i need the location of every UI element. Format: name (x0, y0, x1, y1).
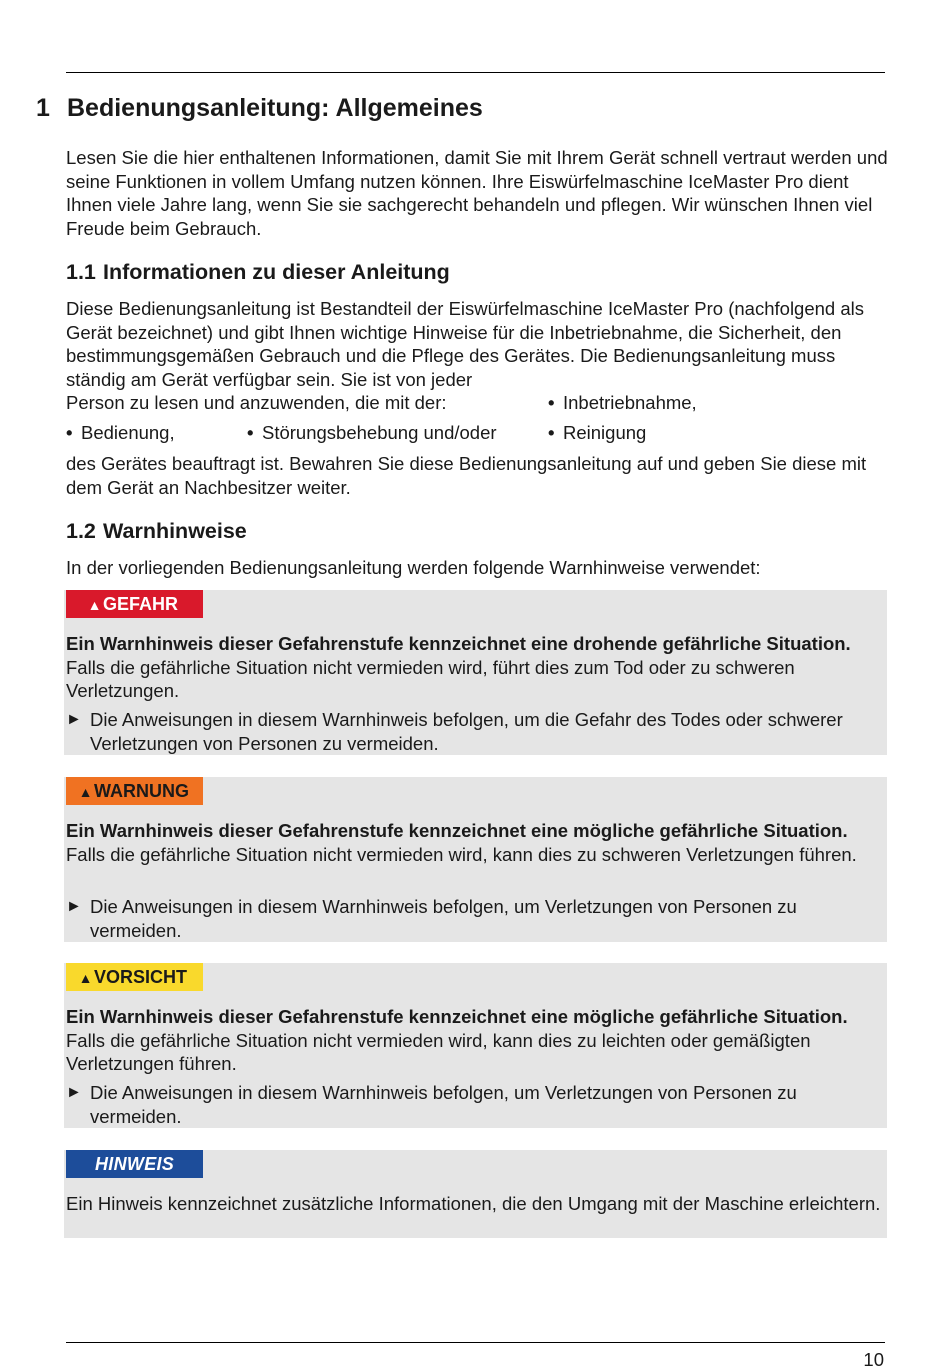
intro-paragraph: Lesen Sie die hier enthaltenen Informationen, damit Sie mit Ihrem Gerät schnell vertraut werden und seine Funktionen in vollem Umfang nutzen können. Ihre Eiswürfelmaschine IceMaster Pro dient Ihnen viele Jahre lang, wenn Sie sie sachgerecht behandeln und pflegen. Wir wünschen Ihnen viel Freude beim Gebrauch. (66, 147, 888, 239)
section-1-1-paragraph: Diese Bedienungsanleitung ist Bestandteil der Eiswürfelmaschine IceMaster Pro (nachfolgend als Gerät bezeichnet) und gibt Ihnen wichtige Hinweise für die Inbetriebnahme, die Sicherheit, den bestimmungsgemäßen Gebrauch und die Pflege des Gerätes. Die Bedienungsanleitung muss ständig am Gerät verfügbar sein. Sie ist von jeder (66, 298, 864, 390)
arrow-right-icon: ► (66, 711, 82, 728)
footer-rule (66, 1342, 885, 1343)
warning-triangle-icon: ▲ (87, 597, 102, 613)
warning-text: Ein Warnhinweis dieser Gefahrenstufe kennzeichnet eine drohende gefährliche Situation. Falls die gefährliche Situation nicht vermieden wird, führt dies zum Tod oder zu schweren Verletzungen. (66, 633, 851, 701)
bullet-icon: • (548, 392, 555, 413)
section-title: Informationen zu dieser Anleitung (103, 260, 450, 284)
header-rule (66, 72, 885, 73)
warning-box-warnung (64, 777, 887, 942)
section-number: 1.1 (66, 260, 96, 284)
notice-box-hinweis (64, 1150, 887, 1238)
section-title: Warnhinweise (103, 519, 247, 543)
chapter-heading (36, 94, 483, 123)
bullet-icon: • (548, 422, 555, 443)
list-item: • Reinigung (548, 422, 647, 443)
warning-text: Ein Warnhinweis dieser Gefahrenstufe kennzeichnet eine mögliche gefährliche Situation. Falls die gefährliche Situation nicht vermieden wird, kann dies zu leichten oder gemäßigten Verletzungen führen. (66, 1006, 848, 1074)
warning-badge: ▲WARNUNG (66, 777, 203, 805)
warning-box-vorsicht (64, 963, 887, 1128)
caution-badge: ▲VORSICHT (66, 963, 203, 991)
warning-instruction: ► Die Anweisungen in diesem Warnhinweis befolgen, um die Gefahr des Todes oder schwerer Verletzungen von Personen zu vermeiden. (66, 709, 843, 754)
bullet-icon: • (247, 422, 254, 443)
warning-box-gefahr (64, 590, 887, 755)
section-number: 1.2 (66, 519, 96, 543)
section-1-1-closing: des Gerätes beauftragt ist. Bewahren Sie diese Bedienungsanleitung auf und geben Sie diese mit dem Gerät an Nachbesitzer weiter. (66, 453, 867, 498)
warning-triangle-icon: ▲ (78, 970, 93, 986)
list-item: • Störungsbehebung und/oder (247, 422, 497, 443)
chapter-number: 1 (36, 94, 50, 122)
section-heading-1-2 (66, 519, 247, 544)
list-item: • Inbetriebnahme, (548, 392, 697, 413)
section-heading-1-1 (66, 260, 450, 285)
arrow-right-icon: ► (66, 1084, 82, 1101)
section-1-1-paragraph-last-line: Person zu lesen und anzuwenden, die mit der: (66, 392, 447, 413)
warning-instruction: ► Die Anweisungen in diesem Warnhinweis befolgen, um Verletzungen von Personen zu vermeiden. (66, 896, 797, 941)
warning-text: Ein Warnhinweis dieser Gefahrenstufe kennzeichnet eine mögliche gefährliche Situation. Falls die gefährliche Situation nicht vermieden wird, kann dies zu schweren Verletzungen führen. (66, 820, 857, 865)
warning-triangle-icon: ▲ (78, 784, 93, 800)
notice-text: Ein Hinweis kennzeichnet zusätzliche Informationen, die den Umgang mit der Maschine erleichtern. (66, 1193, 881, 1214)
page-number: 10 (863, 1349, 884, 1370)
danger-badge: ▲GEFAHR (66, 590, 203, 618)
notice-badge: HINWEIS (66, 1150, 203, 1178)
arrow-right-icon: ► (66, 898, 82, 915)
section-1-2-intro: In der vorliegenden Bedienungsanleitung werden folgende Warnhinweise verwendet: (66, 557, 761, 578)
list-item: • Bedienung, (66, 422, 175, 443)
chapter-title: Bedienungsanleitung: Allgemeines (67, 94, 483, 122)
warning-instruction: ► Die Anweisungen in diesem Warnhinweis befolgen, um Verletzungen von Personen zu vermeiden. (66, 1082, 797, 1127)
bullet-icon: • (66, 422, 73, 443)
